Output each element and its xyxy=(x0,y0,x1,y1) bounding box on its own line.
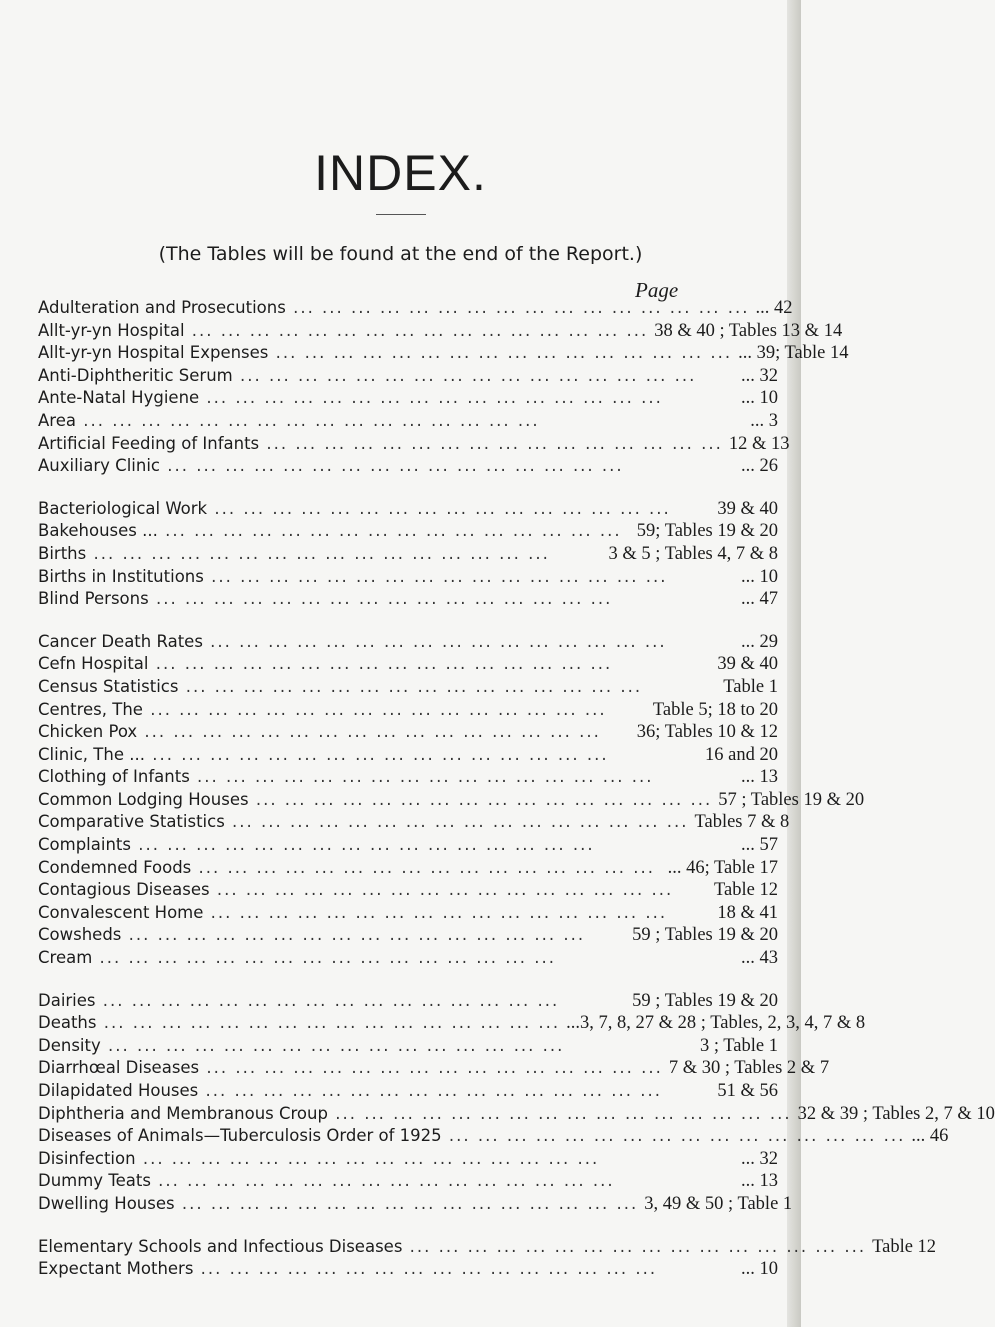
index-term-text: Diseases of Animals—Tuberculosis Order of 1925 xyxy=(38,1126,442,1146)
index-page-ref: Table 12 xyxy=(872,1236,937,1257)
index-entry xyxy=(38,320,843,343)
index-entry xyxy=(38,433,790,456)
index-term-text: Cefn Hospital xyxy=(38,654,149,674)
index-group xyxy=(38,990,995,1216)
index-term xyxy=(38,1080,711,1103)
index-term xyxy=(38,721,631,744)
index-page-ref: ... 42 xyxy=(755,298,793,318)
dot-leader: ... ... ... ... ... ... ... ... ... ... ... ... ... ... ... ... xyxy=(248,789,713,809)
index-page-ref: 32 & 39 ; Tables 2, 7 & 10 xyxy=(797,1103,995,1124)
index-term-text: Convalescent Home xyxy=(38,902,204,922)
dot-leader: ... ... ... ... ... ... ... ... ... ... ... ... ... ... ... ... xyxy=(142,699,607,719)
index-term-text: Births xyxy=(38,543,87,563)
index-page-ref: 39 & 40 xyxy=(717,654,778,675)
index-page-ref: 59 ; Tables 19 & 20 xyxy=(632,990,778,1011)
index-page-ref: ... 32 xyxy=(741,1148,778,1169)
index-entry xyxy=(38,834,778,857)
index-entry xyxy=(38,902,778,925)
index-page-ref: 7 & 30 ; Tables 2 & 7 xyxy=(668,1058,830,1079)
dot-leader: ... ... ... ... ... ... ... ... ... ... ... ... ... ... ... ... xyxy=(92,948,556,968)
index-page-ref: ... 26 xyxy=(741,456,778,477)
index-page-ref: 39 & 40 xyxy=(717,498,778,519)
index-term-text: Chicken Pox xyxy=(38,722,138,742)
index-entry xyxy=(38,1012,866,1035)
index-term-text: Births in Institutions xyxy=(38,566,204,586)
index-term xyxy=(38,1236,866,1259)
index-term-text: Adulteration and Prosecutions xyxy=(38,298,286,317)
dot-leader: ... ... ... ... ... ... ... ... ... ... ... ... ... ... ... ... xyxy=(285,298,750,317)
index-term-text: Density xyxy=(38,1035,101,1055)
index-page-ref: 3, 49 & 50 ; Table 1 xyxy=(644,1193,793,1214)
dot-leader: ... ... ... ... ... ... ... ... ... ... ... ... ... ... ... ... xyxy=(86,543,550,563)
index-entry xyxy=(38,1080,778,1103)
index-term-text: Bakehouses ... xyxy=(38,521,158,541)
index-term xyxy=(38,653,711,676)
dot-leader: ... ... ... ... ... ... ... ... ... ... ... ... ... ... ... ... xyxy=(191,857,655,877)
index-term-text: Area xyxy=(38,410,76,430)
index-entry xyxy=(38,566,778,589)
subtitle: (The Tables will be found at the end of the Report.) xyxy=(158,243,643,265)
index-page-ref: 57 ; Tables 19 & 20 xyxy=(718,789,865,810)
index-entry xyxy=(38,1103,995,1126)
index-term-text: Clinic, The ... xyxy=(38,744,145,764)
index-page-ref: Tables 7 & 8 xyxy=(694,812,790,833)
index-term-text: Centres, The xyxy=(38,699,143,719)
index-entry xyxy=(38,297,793,320)
index-term xyxy=(38,924,626,947)
index-entry xyxy=(38,342,849,365)
dot-leader: ... ... ... ... ... ... ... ... ... ... ... ... ... ... ... ... xyxy=(268,343,733,363)
index-page-ref: ... 10 xyxy=(741,566,778,587)
index-term-text: Allt-yr-yn Hospital Expenses xyxy=(38,343,269,363)
index-term-text: Anti-Diphtheritic Serum xyxy=(38,365,233,385)
index-term xyxy=(38,588,735,611)
index-term-text: Census Statistics xyxy=(38,676,179,696)
index-term xyxy=(38,1103,792,1126)
dot-leader: ... ... ... ... ... ... ... ... ... ... ... ... ... ... ... ... xyxy=(100,1035,565,1055)
index-page-ref: 16 and 20 xyxy=(705,744,778,765)
index-entry xyxy=(38,766,778,789)
index-entry xyxy=(38,857,778,880)
index-entry xyxy=(38,498,778,521)
index-term xyxy=(38,320,648,343)
index-term-text: Allt-yr-yn Hospital xyxy=(38,320,185,340)
dot-leader: ... ... ... ... ... ... ... ... ... ... ... ... ... ... ... ... xyxy=(150,1171,615,1191)
dot-leader: ... ... ... ... ... ... ... ... ... ... ... ... ... ... ... ... xyxy=(232,365,697,385)
index-term-text: Deaths xyxy=(38,1013,97,1033)
index-term xyxy=(38,433,723,456)
index-term xyxy=(38,566,735,589)
index-term xyxy=(38,1012,560,1035)
index-page-ref: ... 32 xyxy=(741,365,778,386)
index-page-ref: Table 1 xyxy=(723,676,778,697)
index-page-ref: 12 & 13 xyxy=(728,433,790,454)
index-group xyxy=(38,297,849,478)
index-term xyxy=(38,365,735,388)
index-entry xyxy=(38,1035,778,1058)
index-page-ref: ... 47 xyxy=(741,589,778,610)
index-term-text: Contagious Diseases xyxy=(38,880,210,900)
index-term xyxy=(38,1035,694,1058)
dot-leader: ... ... ... ... ... ... ... ... ... ... ... ... ... ... ... ... xyxy=(174,1193,639,1213)
index-term-text: Comparative Statistics xyxy=(38,812,225,832)
dot-leader: ... ... ... ... ... ... ... ... ... ... ... ... ... ... ... ... xyxy=(121,925,586,945)
index-page-ref: 51 & 56 xyxy=(717,1081,778,1101)
index-entry xyxy=(38,543,778,566)
index-entry xyxy=(38,410,778,433)
dot-leader: ... ... ... ... ... ... ... ... ... ... ... ... ... ... ... ... xyxy=(137,722,601,742)
dot-leader: ... ... ... ... ... ... ... ... ... ... ... ... ... ... ... ... xyxy=(75,410,540,430)
index-term xyxy=(38,342,732,365)
dot-leader: ... ... ... ... ... ... ... ... ... ... ... ... ... ... ... ... xyxy=(157,521,622,541)
index-page-ref: Table 5; 18 to 20 xyxy=(652,699,778,720)
index-term xyxy=(38,766,735,789)
index-term xyxy=(38,1148,735,1171)
index-entry xyxy=(38,387,778,410)
index-group xyxy=(38,631,865,970)
index-page-ref: Table 12 xyxy=(714,880,778,901)
index-page-ref: ... 13 xyxy=(741,767,778,788)
index-entry xyxy=(38,631,778,654)
index-page-ref: 59 ; Tables 19 & 20 xyxy=(632,925,778,946)
index-term-text: Dummy Teats xyxy=(38,1171,151,1191)
index-entry xyxy=(38,744,778,767)
index-term-text: Condemned Foods xyxy=(38,857,192,877)
dot-leader: ... ... ... ... ... ... ... ... ... ... ... ... ... ... ... ... xyxy=(224,812,689,832)
index-page-ref: ... 29 xyxy=(741,631,778,652)
index-entry xyxy=(38,1125,949,1148)
index-page-ref: 38 & 40 ; Tables 13 & 14 xyxy=(654,320,843,341)
index-page-ref: ... 39; Table 14 xyxy=(738,343,849,364)
dot-leader: ... ... ... ... ... ... ... ... ... ... ... ... ... ... ... ... xyxy=(178,676,643,696)
index-entry xyxy=(38,699,778,722)
index-term-text: Auxiliary Clinic xyxy=(38,456,160,476)
index-term xyxy=(38,744,699,767)
dot-leader: ... ... ... ... ... ... ... ... ... ... ... ... ... ... ... ... xyxy=(402,1236,867,1256)
index-term-text: Dwelling Houses xyxy=(38,1193,175,1213)
index-term xyxy=(38,834,735,857)
index-entry xyxy=(38,588,778,611)
index-term xyxy=(38,410,744,433)
index-term xyxy=(38,297,750,320)
index-entry xyxy=(38,365,778,388)
index-term-text: Disinfection xyxy=(38,1148,136,1168)
index-page-ref: ... 46; Table 17 xyxy=(667,857,778,878)
index-term-text: Common Lodging Houses xyxy=(38,789,249,809)
dot-leader: ... ... ... ... ... ... ... ... ... ... ... ... ... ... ... ... xyxy=(144,744,609,764)
dot-leader: ... ... ... ... ... ... ... ... ... ... ... ... ... ... ... ... xyxy=(95,990,560,1010)
index-entry xyxy=(38,1193,793,1216)
index-entry xyxy=(38,947,778,970)
index-entry xyxy=(38,1170,778,1193)
index-entry xyxy=(38,1258,778,1281)
dot-leader: ... ... ... ... ... ... ... ... ... ... ... ... ... ... ... ... xyxy=(96,1013,561,1033)
index-term-text: Cream xyxy=(38,948,93,968)
index-term-text: Clothing of Infants xyxy=(38,767,190,787)
dot-leader: ... ... ... ... ... ... ... ... ... ... ... ... ... ... ... ... xyxy=(203,902,668,922)
index-term-text: Dairies xyxy=(38,990,96,1010)
index-group xyxy=(38,1236,937,1281)
dot-leader: ... ... ... ... ... ... ... ... ... ... ... ... ... ... ... ... xyxy=(209,880,674,900)
index-term xyxy=(38,520,631,543)
index-group xyxy=(38,498,778,611)
index-term-text: Cowsheds xyxy=(38,925,122,945)
index-term xyxy=(38,1125,905,1148)
index-entry xyxy=(38,811,790,834)
dot-leader: ... ... ... ... ... ... ... ... ... ... ... ... ... ... ... ... xyxy=(327,1103,792,1123)
index-entry xyxy=(38,676,778,699)
index-entry xyxy=(38,990,778,1013)
index-page-ref: ...3, 7, 8, 27 & 28 ; Tables, 2, 3, 4, 7 & 8 xyxy=(566,1013,866,1034)
index-term-text: Diarrhœal Diseases xyxy=(38,1058,200,1078)
index-entry xyxy=(38,721,778,744)
index-page-ref: ... 43 xyxy=(741,948,778,969)
index-term-text: Artificial Feeding of Infants xyxy=(38,433,260,453)
index-entry xyxy=(38,1148,778,1171)
index-term-text: Diphtheria and Membranous Croup xyxy=(38,1103,328,1123)
index-term xyxy=(38,947,735,970)
index-term xyxy=(38,1193,638,1216)
page-title: INDEX. xyxy=(314,145,487,201)
index-entry xyxy=(38,520,778,543)
dot-leader: ... ... ... ... ... ... ... ... ... ... ... ... ... ... ... ... xyxy=(148,654,613,674)
index-page-ref: ... 10 xyxy=(741,388,778,409)
dot-leader: ... ... ... ... ... ... ... ... ... ... ... ... ... ... ... ... xyxy=(199,1058,663,1078)
dot-leader: ... ... ... ... ... ... ... ... ... ... ... ... ... ... ... ... xyxy=(198,1081,662,1100)
index-term xyxy=(38,811,688,834)
index-page-ref: 18 & 41 xyxy=(717,902,778,923)
index-entry xyxy=(38,789,865,812)
dot-leader: ... ... ... ... ... ... ... ... ... ... ... ... ... ... ... ... xyxy=(202,631,667,651)
index-page-ref: 3 ; Table 1 xyxy=(699,1035,778,1056)
index-term xyxy=(38,1057,663,1080)
dot-leader: ... ... ... ... ... ... ... ... ... ... ... ... ... ... ... ... xyxy=(135,1148,600,1168)
index-term xyxy=(38,498,711,521)
index-term-text: Bacteriological Work xyxy=(38,498,208,518)
index-entry xyxy=(38,455,778,478)
index-page-ref: ... 3 xyxy=(750,410,778,431)
index-term xyxy=(38,902,711,925)
dot-leader: ... ... ... ... ... ... ... ... ... ... ... ... ... ... ... ... xyxy=(189,767,654,787)
index-term-text: Complaints xyxy=(38,835,131,855)
index-page-ref: ... 10 xyxy=(741,1259,778,1280)
index-term xyxy=(38,1170,735,1193)
index-term xyxy=(38,631,735,654)
index-page-ref: 36; Tables 10 & 12 xyxy=(636,722,778,743)
dot-leader: ... ... ... ... ... ... ... ... ... ... ... ... ... ... ... ... xyxy=(193,1259,658,1279)
index-entry xyxy=(38,1057,830,1080)
index-page-ref: ... 57 xyxy=(741,835,778,856)
index-term xyxy=(38,676,717,699)
dot-leader: ... ... ... ... ... ... ... ... ... ... ... ... ... ... ... ... xyxy=(199,388,663,408)
page-column-header: Page xyxy=(635,278,679,302)
index-page-ref: 3 & 5 ; Tables 4, 7 & 8 xyxy=(608,543,778,564)
index-term xyxy=(38,990,626,1013)
dot-leader: ... ... ... ... ... ... ... ... ... ... ... ... ... ... ... ... xyxy=(207,498,671,518)
index-term xyxy=(38,857,662,880)
index-term-text: Expectant Mothers xyxy=(38,1259,194,1279)
index-term xyxy=(38,387,735,410)
index-term xyxy=(38,699,647,722)
index-entry xyxy=(38,879,778,902)
dot-leader: ... ... ... ... ... ... ... ... ... ... ... ... ... ... ... ... xyxy=(159,456,624,476)
dot-leader: ... ... ... ... ... ... ... ... ... ... ... ... ... ... ... ... xyxy=(441,1126,906,1146)
index-term xyxy=(38,1258,735,1281)
index-term-text: Cancer Death Rates xyxy=(38,631,203,651)
dot-leader: ... ... ... ... ... ... ... ... ... ... ... ... ... ... ... ... xyxy=(130,835,595,855)
index-page-ref: 59; Tables 19 & 20 xyxy=(636,521,778,542)
index-page-ref: ... 13 xyxy=(741,1171,778,1192)
index-term xyxy=(38,455,735,478)
index-term-text: Elementary Schools and Infectious Diseases xyxy=(38,1236,403,1256)
index-list xyxy=(38,297,995,1301)
title-rule xyxy=(376,214,426,215)
dot-leader: ... ... ... ... ... ... ... ... ... ... ... ... ... ... ... ... xyxy=(148,589,613,609)
index-entry xyxy=(38,653,778,676)
dot-leader: ... ... ... ... ... ... ... ... ... ... ... ... ... ... ... ... xyxy=(203,566,668,586)
dot-leader: ... ... ... ... ... ... ... ... ... ... ... ... ... ... ... ... xyxy=(259,433,723,453)
index-entry xyxy=(38,1236,937,1259)
index-entry xyxy=(38,924,778,947)
index-term-text: Ante-Natal Hygiene xyxy=(38,388,200,408)
index-page-ref: ... 46 xyxy=(911,1126,949,1147)
index-term xyxy=(38,543,603,566)
index-term-text: Blind Persons xyxy=(38,589,149,609)
index-term xyxy=(38,879,708,902)
index-term-text: Dilapidated Houses xyxy=(38,1081,199,1100)
dot-leader: ... ... ... ... ... ... ... ... ... ... ... ... ... ... ... ... xyxy=(184,320,649,340)
index-term xyxy=(38,789,712,812)
